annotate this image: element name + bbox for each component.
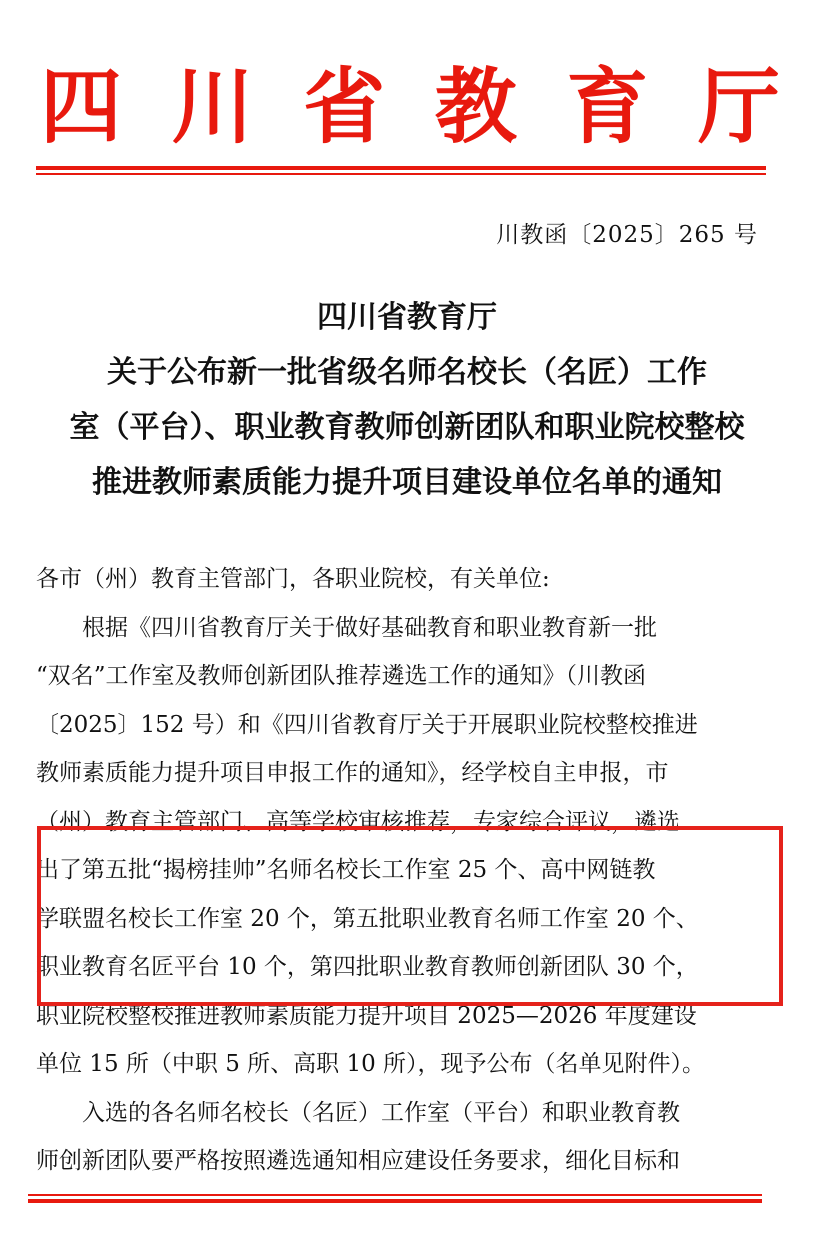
issuing-authority-header (40, 52, 780, 162)
header-char: 川 (171, 59, 254, 155)
notice-body (36, 555, 766, 1186)
footer-rule-thin (28, 1194, 762, 1196)
body-line: 学联盟名校长工作室 20 个，第五批职业教育名师工作室 20 个、 (36, 905, 699, 932)
body-line: 教师素质能力提升项目申报工作的通知》，经学校自主申报，市 (36, 760, 669, 786)
notice-title-line: 推进教师素质能力提升项目建设单位名单的通知 (92, 465, 722, 500)
header-char: 厅 (697, 59, 780, 155)
body-line: 根据《四川省教育厅关于做好基础教育和职业教育新一批 (36, 614, 657, 641)
notice-title-line: 室（平台）、职业教育教师创新团队和职业院校整校 (69, 410, 745, 445)
body-line: 出了第五批“揭榜挂帅”名师名校长工作室 25 个、高中网链教 (36, 857, 656, 883)
header-char: 省 (303, 59, 386, 155)
notice-title (30, 290, 784, 510)
header-char: 教 (434, 59, 517, 155)
body-line: “双名”工作室及教师创新团队推荐遴选工作的通知》（川教函 (36, 663, 647, 689)
header-rule-thin (36, 173, 766, 175)
notice-title-line: 关于公布新一批省级名师名校长（名匠）工作 (107, 355, 707, 390)
body-line: 单位 15 所（中职 5 所、高职 10 所），现予公布（名单见附件）。 (36, 1051, 706, 1077)
body-line: （州）教育主管部门、高等学校审核推荐，专家综合评议，遴选 (36, 808, 680, 835)
header-rule-thick (36, 166, 766, 170)
document-number: 川教函〔2025〕265 号 (496, 222, 758, 248)
body-line: 职业教育名匠平台 10 个，第四批职业教育教师创新团队 30 个， (36, 954, 699, 980)
footer-rule-thick (28, 1199, 762, 1203)
body-line: 入选的各名师名校长（名匠）工作室（平台）和职业教育教 (36, 1099, 680, 1126)
body-line: 师创新团队要严格按照遴选通知相应建设任务要求，细化目标和 (36, 1148, 680, 1174)
header-char: 育 (566, 59, 649, 155)
salutation: 各市（州）教育主管部门，各职业院校，有关单位: (36, 566, 550, 592)
body-line: 〔2025〕152 号）和《四川省教育厅关于开展职业院校整校推进 (36, 711, 698, 738)
body-line: 职业院校整校推进教师素质能力提升项目 2025—2026 年度建设 (36, 1002, 697, 1029)
header-char: 四 (40, 59, 123, 155)
notice-title-line: 四川省教育厅 (317, 300, 497, 335)
